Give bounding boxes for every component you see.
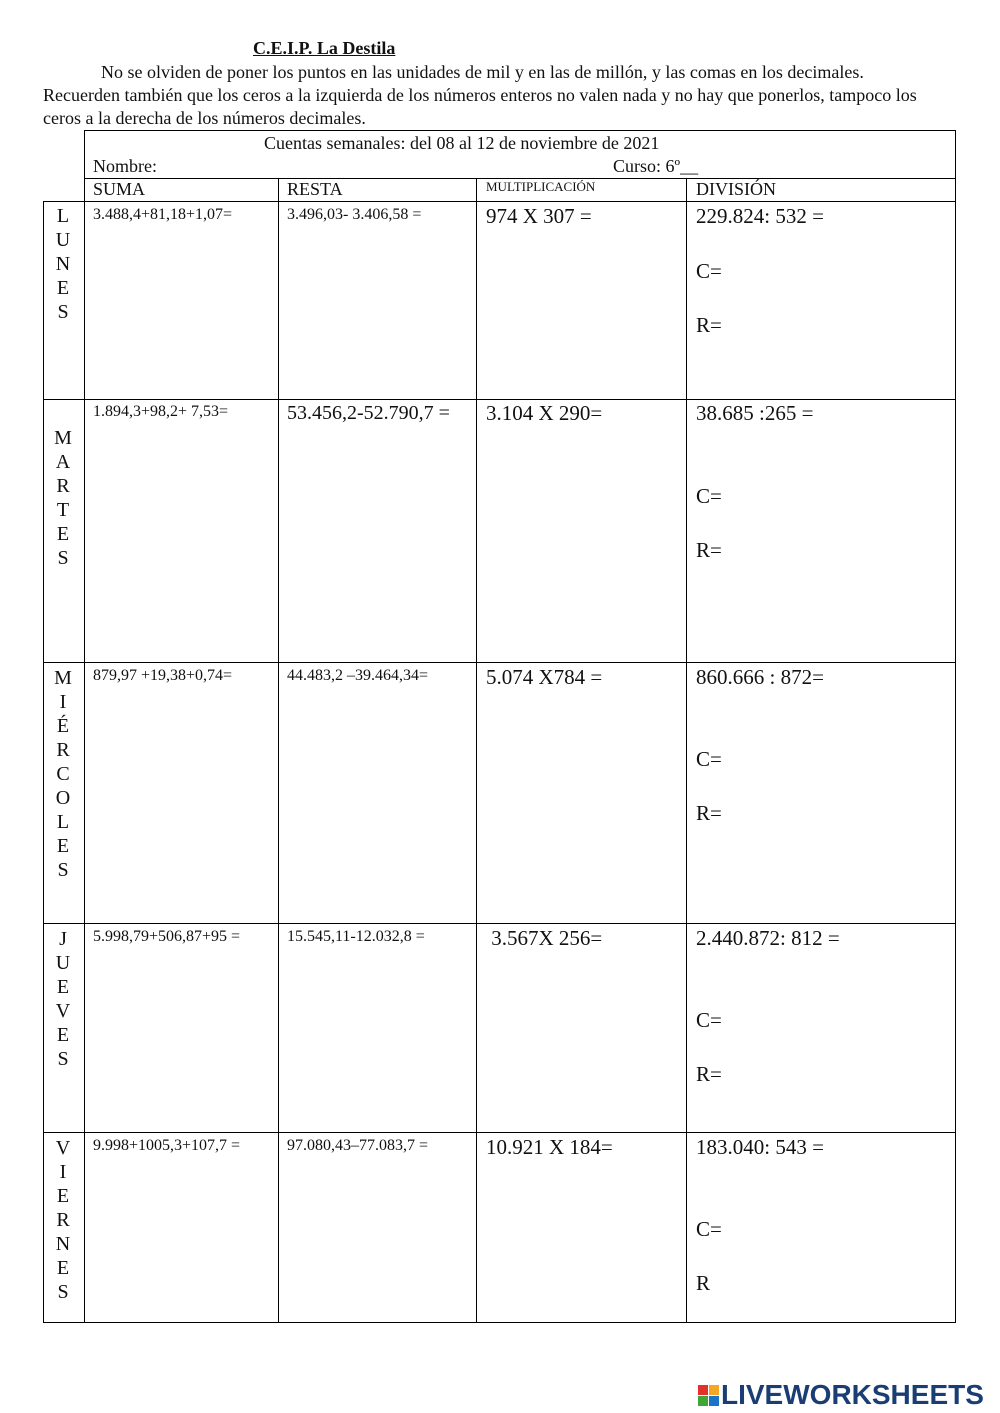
liveworksheets-logo-icon [698, 1385, 719, 1406]
day-letter: E [56, 277, 70, 299]
suma-miercoles: 879,97 +19,38+0,74= [93, 667, 233, 684]
cociente-miercoles: C= [696, 747, 722, 771]
resto-viernes: R [696, 1271, 711, 1295]
div-miercoles: 860.666 : 872= [696, 665, 824, 689]
suma-lunes: 3.488,4+81,18+1,07= [93, 206, 233, 223]
day-letter: E [56, 1185, 70, 1207]
mult-jueves: 3.567X 256= [486, 926, 603, 950]
day-letter: M [54, 667, 72, 689]
logo-square-orange [709, 1385, 719, 1395]
column-header-suma: SUMA [93, 179, 146, 199]
mult-viernes: 10.921 X 184= [486, 1135, 613, 1159]
cociente-lunes: C= [696, 259, 722, 283]
day-letter: L [56, 811, 70, 833]
school-title: C.E.I.P. La Destila [253, 38, 396, 58]
day-letter: O [55, 787, 71, 809]
day-label-martes [44, 426, 82, 570]
div-martes: 38.685 :265 = [696, 401, 814, 425]
resta-viernes: 97.080,43–77.083,7 = [287, 1137, 429, 1154]
suma-jueves: 5.998,79+506,87+95 = [93, 928, 241, 945]
column-header-resta: RESTA [287, 179, 343, 199]
logo-square-red [698, 1385, 708, 1395]
liveworksheets-brand: LIVEWORKSHEETS [721, 1379, 984, 1410]
column-header-division: DIVISIÓN [696, 179, 776, 199]
cociente-martes: C= [696, 484, 722, 508]
logo-square-blue [709, 1396, 719, 1406]
day-letter: J [59, 928, 67, 950]
resta-miercoles: 44.483,2 –39.464,34= [287, 667, 429, 684]
day-letter: S [57, 301, 69, 323]
day-letter: R [56, 475, 70, 497]
suma-viernes: 9.998+1005,3+107,7 = [93, 1137, 241, 1154]
day-letter: T [56, 499, 70, 521]
day-letter: E [56, 976, 70, 998]
day-label-miercoles [44, 666, 82, 882]
mult-lunes: 974 X 307 = [486, 204, 592, 228]
resto-jueves: R= [696, 1062, 722, 1086]
liveworksheets-logo[interactable] [698, 1379, 984, 1411]
day-letter: S [57, 547, 69, 569]
resta-jueves: 15.545,11-12.032,8 = [287, 928, 425, 945]
column-header-multiplicacion: MULTIPLICACIÓN [486, 179, 596, 194]
day-label-jueves [44, 927, 82, 1071]
day-letter: E [56, 1024, 70, 1046]
resta-martes: 53.456,2-52.790,7 = [287, 402, 450, 424]
suma-martes: 1.894,3+98,2+ 7,53= [93, 403, 229, 420]
day-letter: R [56, 1209, 70, 1231]
instructions-paragraph: No se olviden de poner los puntos en las unidades de mil y en las de millón, y las comas en los decimales. Recuerden también que los ceros a la izquierda de los números enteros no valen nada y no hay que ponerlos, tampoco los ceros a la derecha de los números decimales. [43, 62, 917, 128]
day-letter: E [56, 1257, 70, 1279]
day-label-viernes [44, 1136, 82, 1304]
day-letter: V [55, 1000, 71, 1022]
resto-miercoles: R= [696, 801, 722, 825]
cociente-jueves: C= [696, 1008, 722, 1032]
div-jueves: 2.440.872: 812 = [696, 926, 840, 950]
mult-martes: 3.104 X 290= [486, 401, 603, 425]
day-label-lunes [44, 204, 82, 324]
day-letter: S [57, 1048, 69, 1070]
resto-martes: R= [696, 538, 722, 562]
day-letter: E [56, 523, 70, 545]
day-letter: R [56, 739, 70, 761]
div-lunes: 229.824: 532 = [696, 204, 824, 228]
logo-square-green [698, 1396, 708, 1406]
day-letter: E [56, 835, 70, 857]
mult-miercoles: 5.074 X784 = [486, 665, 603, 689]
day-letter: L [56, 205, 70, 227]
day-letter: M [54, 427, 72, 449]
day-letter: U [55, 229, 71, 251]
day-letter: N [55, 253, 71, 275]
day-letter: C [56, 763, 70, 785]
day-letter: N [55, 1233, 71, 1255]
day-letter: S [57, 1281, 69, 1303]
day-letter: É [56, 715, 70, 737]
day-letter: U [55, 952, 71, 974]
cociente-viernes: C= [696, 1217, 722, 1241]
day-letter: A [55, 451, 71, 473]
day-letter: I [59, 691, 67, 713]
day-letter: V [55, 1137, 71, 1159]
name-label: Nombre: [93, 156, 157, 176]
course-label: Curso: 6º__ [613, 156, 699, 176]
resto-lunes: R= [696, 313, 722, 337]
day-letter: S [57, 859, 69, 881]
week-label: Cuentas semanales: del 08 al 12 de noviembre de 2021 [264, 133, 660, 153]
div-viernes: 183.040: 543 = [696, 1135, 824, 1159]
resta-lunes: 3.496,03- 3.406,58 = [287, 206, 422, 223]
day-letter: I [59, 1161, 67, 1183]
